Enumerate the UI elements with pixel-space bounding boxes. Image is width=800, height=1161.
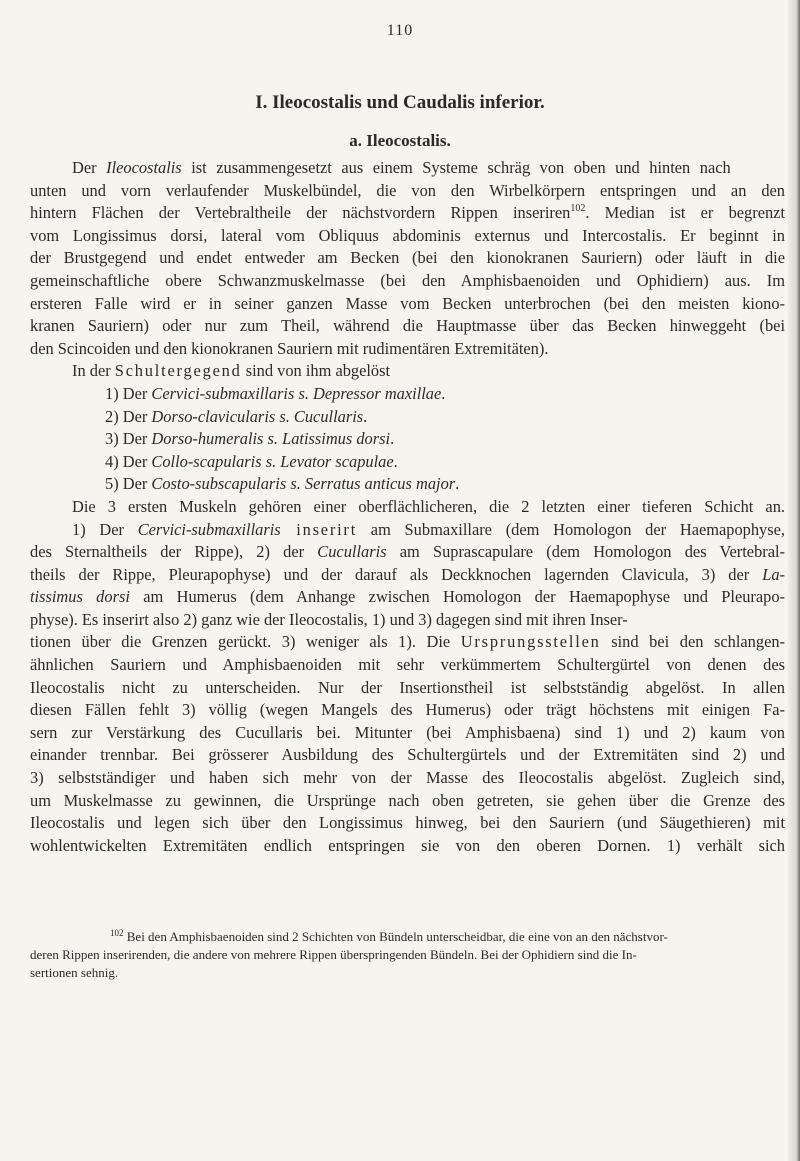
text-line: tionen über die Grenzen gerückt. 3) weniger als 1). Die Ursprungsstellen sind bei den schlangen- <box>30 632 785 652</box>
footnote-number: 102 <box>110 928 124 938</box>
text-line: gemeinschaftliche obere Schwanzmuskelmasse (bei den Amphisbaenoiden und Ophidiern) aus. Im <box>30 270 785 290</box>
text-line: den Scincoiden und den kionokranen Sauriern mit rudimentären Extremitäten). <box>30 338 549 358</box>
text-line: um Muskelmasse zu gewinnen, die Ursprünge nach oben getreten, sie gehen über die Grenze des <box>30 790 785 810</box>
text-line: wohlentwickelten Extremitäten endlich entspringen sie von den oberen Dornen. 1) verhält sich <box>30 835 785 855</box>
text-line: Ileocostalis nicht zu unterscheiden. Nur der Insertionstheil ist selbstständig abgelöst. In allen <box>30 677 785 697</box>
footnote <box>30 928 785 982</box>
subsection-heading: a. Ileocostalis. <box>349 131 451 150</box>
text-line: unten und vorn verlaufender Muskelbündel, die von den Wirbelkörpern entspringen und an den <box>30 180 785 200</box>
text-line: einander trennbar. Bei grösserer Ausbildung des Schultergürtels und der Extremitäten sind 2) und <box>30 745 785 765</box>
muscle-list-item: 5) Der Costo-subscapularis s. Serratus anticus major. <box>105 474 460 494</box>
muscle-list-item: 2) Der Dorso-clavicularis s. Cucullaris. <box>105 406 368 426</box>
text-line: der Brustgegend und endet entweder am Becken (bei den kionokranen Sauriern) oder läuft in die <box>30 248 785 268</box>
text-line: Die 3 ersten Muskeln gehören einer oberflächlicheren, die 2 letzten einer tieferen Schicht an. <box>72 496 785 516</box>
section-heading: I. Ileocostalis und Caudalis inferior. <box>255 92 545 113</box>
page-edge-shadow <box>788 0 800 1161</box>
text-line: 3) selbstständiger und haben sich mehr von der Masse des Ileocostalis abgelöst. Zugleich sind, <box>30 768 785 788</box>
text-line: In der Schultergegend sind von ihm abgelöst <box>72 361 391 381</box>
text-line: tissimus dorsi am Humerus (dem Anhange zwischen Homologon der Haemapophyse und Pleurapo- <box>30 587 785 607</box>
text-line: Ileocostalis und legen sich über den Longissimus hinweg, bei den Sauriern (und Säugethieren) mit <box>30 813 785 833</box>
text-line: vom Longissimus dorsi, lateral vom Obliquus abdominis externus und Intercostalis. Er beginnt in <box>30 225 785 245</box>
text-line: theils der Rippe, Pleurapophyse) und der darauf als Deckknochen lagernden Clavicula, 3) der La- <box>30 564 785 584</box>
muscle-list-item: 3) Der Dorso-humeralis s. Latissimus dorsi. <box>105 429 395 449</box>
text-line: kranen Sauriern) oder nur zum Theil, während die Hauptmasse über das Becken hinweggeht (bei <box>30 316 785 336</box>
text-line: hintern Flächen der Vertebraltheile der nächstvordern Rippen inseriren$^{102}$. Median ist er begrenzt <box>30 203 786 223</box>
text-line: ähnlichen Sauriern und Amphisbaenoiden mit sehr verkümmertem Schultergürtel von denen des <box>30 655 785 675</box>
body-text <box>30 157 785 857</box>
text-line: physe). Es inserirt also 2) ganz wie der Ileocostalis, 1) und 3) dagegen sind mit ihren Inser- <box>30 609 628 629</box>
text-line: 1) Der Cervici-submaxillaris inserirt am Submaxillare (dem Homologon der Haemapophyse, <box>72 519 785 539</box>
footnote-ref[interactable]: 102 <box>570 203 586 215</box>
footnote-line: deren Rippen inserirenden, die andere von mehrere Rippen überspringenden Bündeln. Bei der Ophidiern sind die In- <box>30 947 637 962</box>
text-line: diesen Fällen fehlt 3) völlig (wegen Mangels des Humerus) oder trägt höchstens mit einigen Fa- <box>30 700 785 720</box>
muscle-list-item: 1) Der Cervici-submaxillaris s. Depressor maxillae. <box>105 383 446 403</box>
text-line <box>30 157 785 180</box>
footnote-line: sertionen sehnig. <box>30 965 119 980</box>
footnote-line: $^{102}$ Bei den Amphisbaenoiden sind 2 Schichten von Bündeln unterscheidbar, die eine von an den nächstvor- <box>110 928 668 944</box>
text-line: ersteren Falle wird er in seiner ganzen Masse vom Becken unterbrochen (bei den meisten kiono- <box>30 293 785 313</box>
text-run: Der Ileocostalis ist zusammengesetzt aus einem Systeme schräg von oben und hinten nach <box>72 158 731 177</box>
page-number: 110 <box>386 22 414 39</box>
text-line: des Sternaltheils der Rippe), 2) der Cucullaris am Suprascapulare (dem Homologon des Vertebral- <box>30 542 786 562</box>
text-line: sern zur Verstärkung des Cucullaris bei. Mitunter (bei Amphisbaena) sind 1) und 2) kaum von <box>30 722 785 742</box>
muscle-list-item: 4) Der Collo-scapularis s. Levator scapulae. <box>105 451 398 471</box>
